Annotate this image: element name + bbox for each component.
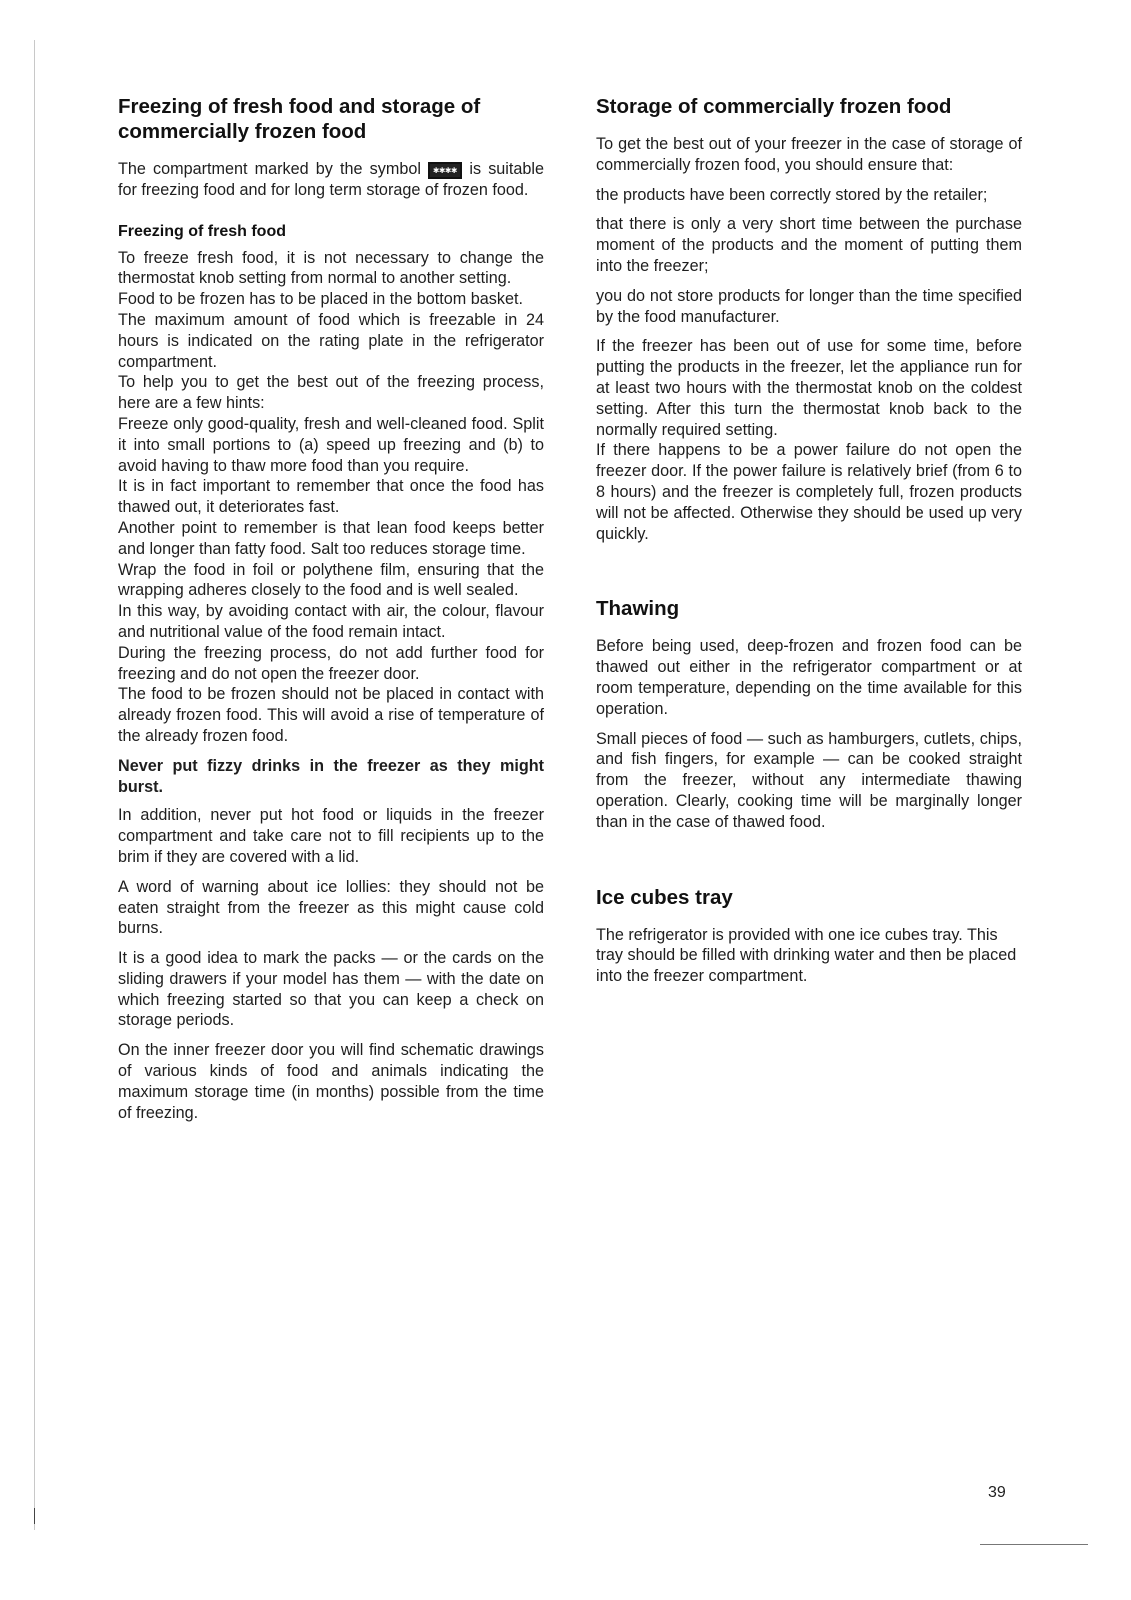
- subsection-title-fresh-food: Freezing of fresh food: [118, 222, 286, 240]
- paragraph: To help you to get the best out of the freezing process, here are a few hints:: [118, 373, 544, 413]
- right-column: [596, 94, 1022, 987]
- warning-fizzy-drinks: Never put fizzy drinks in the freezer as they might burst.: [118, 756, 544, 796]
- paragraph: On the inner freezer door you will find schematic drawings of various kinds of food and animals indicating the maximum storage time (in months) possible from the time of freezing.: [118, 1041, 544, 1122]
- paragraph: It is in fact important to remember that once the food has thawed out, it deteriorates fast.: [118, 477, 544, 517]
- paragraph: The maximum amount of food which is freezable in 24 hours is indicated on the rating plate in the refrigerator compartment.: [118, 310, 544, 371]
- paragraph: Food to be frozen has to be placed in the bottom basket.: [118, 290, 523, 309]
- intro-text-after: is suitable for freezing food and for long term storage of frozen food.: [118, 160, 545, 199]
- paragraph: that there is only a very short time between the purchase moment of the products and the moment of putting them into the freezer;: [596, 215, 1022, 275]
- paragraph: If there happens to be a power failure do not open the freezer door. If the power failure is relatively brief (from 6 to 8 hours) and the freezer is completely full, frozen products will not be affected. Otherwise they should be used up very quickly.: [596, 441, 1022, 543]
- paragraph: you do not store products for longer than the time specified by the food manufacturer.: [596, 286, 1022, 326]
- scan-edge-line: [34, 40, 35, 1530]
- paragraph: During the freezing process, do not add further food for freezing and do not open the freezer door.: [118, 643, 544, 683]
- paragraph: The food to be frozen should not be placed in contact with already frozen food. This will avoid a rise of temperature of the already frozen food.: [118, 685, 544, 745]
- paragraph: If the freezer has been out of use for some time, before putting the products in the freezer, let the appliance run for at least two hours with the thermostat knob on the coldest setting. After this turn the thermostat knob back to the normally required setting.: [596, 337, 1022, 439]
- scan-rule: [980, 1544, 1088, 1545]
- scan-mark: [34, 1508, 35, 1524]
- paragraph: Freeze only good-quality, fresh and well-cleaned food. Split it into small portions to (a) speed up freezing and (b) to avoid having to thaw more food than you require.: [118, 414, 544, 475]
- paragraph: The refrigerator is provided with one ice cubes tray. This tray should be filled with drinking water and then be placed into the freezer compartment.: [596, 925, 1017, 986]
- intro-paragraph: [118, 159, 544, 201]
- paragraph: It is a good idea to mark the packs — or the cards on the sliding drawers if your model has them — with the date on which freezing started so that you can keep a check on storage periods.: [118, 949, 544, 1030]
- paragraph: To freeze fresh food, it is not necessary to change the thermostat knob setting from normal to another setting.: [118, 248, 544, 288]
- section-title-storage: Storage of commercially frozen food: [596, 95, 952, 118]
- paragraph: Wrap the food in foil or polythene film, ensuring that the wrapping adheres closely to the food and is well sealed.: [118, 560, 544, 600]
- paragraph: A word of warning about ice lollies: they should not be eaten straight from the freezer as this might cause cold burns.: [118, 877, 544, 938]
- paragraph: In this way, by avoiding contact with air, the colour, flavour and nutritional value of the food remain intact.: [118, 602, 544, 641]
- section-title-ice-cubes: Ice cubes tray: [596, 885, 733, 909]
- paragraph: Another point to remember is that lean food keeps better and longer than fatty food. Salt too reduces storage time.: [118, 518, 544, 558]
- intro-text-before: The compartment marked by the symbol: [118, 160, 421, 178]
- section-title-thawing: Thawing: [596, 597, 680, 621]
- section-title-freezing: Freezing of fresh food and storage of commercially frozen food: [118, 95, 481, 143]
- left-column: [118, 94, 544, 1123]
- paragraph: To get the best out of your freezer in the case of storage of commercially frozen food, you should ensure that:: [596, 135, 1022, 174]
- paragraph: the products have been correctly stored by the retailer;: [596, 185, 988, 204]
- page-number: 39: [988, 1484, 1006, 1501]
- paragraph: Small pieces of food — such as hamburgers, cutlets, chips, and fish fingers, for example — can be cooked straight from the freezer, without any intermediate thawing operation. Clearly, cooking time will be marginally longer than in the case of thawed food.: [596, 729, 1022, 831]
- freezer-symbol-icon: ✱✱✱✱: [428, 162, 462, 179]
- paragraph: Before being used, deep-frozen and frozen food can be thawed out either in the refrigerator compartment or at room temperature, depending on the time available for this operation.: [596, 637, 1022, 718]
- paragraph: In addition, never put hot food or liquids in the freezer compartment and take care not to fill recipients up to the brim if they are covered with a lid.: [118, 806, 544, 866]
